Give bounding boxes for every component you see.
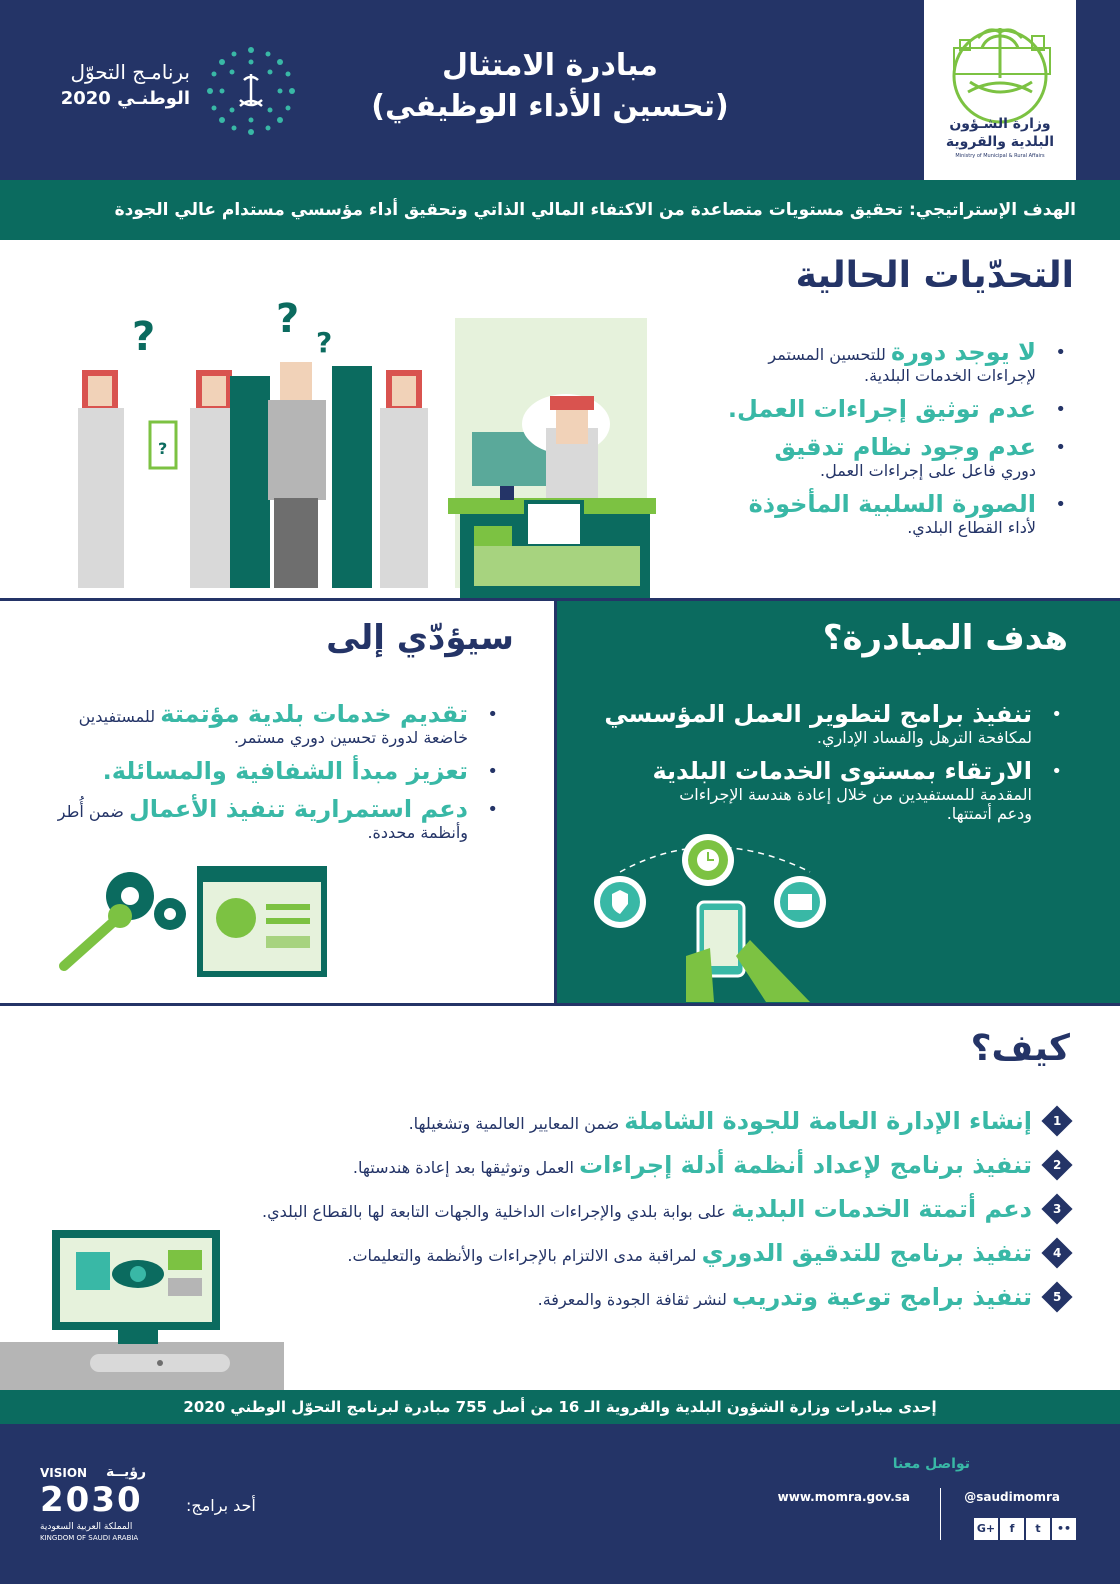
challenge-item	[656, 490, 1076, 537]
tools-illustration	[50, 866, 340, 986]
challenge-line2: دوري فاعل على إجراءات العمل.	[820, 461, 1036, 480]
facebook-icon[interactable]: f	[1000, 1518, 1024, 1540]
person-3-figure	[268, 362, 326, 588]
challenge-item	[656, 395, 1076, 423]
leads-item	[48, 700, 508, 747]
challenge-highlight: الصورة السلبية المأخوذة	[748, 490, 1036, 518]
twitter-icon[interactable]: t	[1026, 1518, 1050, 1540]
strategic-goal-bar: الهدف الإستراتيجي: تحقيق مستويات متصاعدة من الاكتفاء المالي الذاتي وتحقيق أداء مؤسسي مستدام عالي الجودة	[0, 180, 1120, 240]
goal-item	[602, 700, 1072, 747]
step-number-badge: 3	[1041, 1193, 1072, 1224]
how-step	[68, 1148, 1068, 1192]
initiative-goal-list	[602, 700, 1072, 833]
goal-item	[602, 757, 1072, 823]
card-icon	[788, 894, 812, 910]
leads-to-list	[48, 700, 508, 852]
challenge-item	[656, 338, 1076, 385]
ntp-logo-line2: الوطنـي 2020	[60, 88, 190, 109]
step-text: العمل وتوثيقها بعد إعادة هندستها.	[352, 1158, 574, 1177]
vision-2030-logo	[40, 1466, 160, 1550]
question-mark-icon: ?	[276, 296, 300, 342]
social-handle[interactable]: @saudimomra	[964, 1490, 1060, 1504]
step-text: لمراقبة مدى الالتزام بالإجراءات والأنظمة والتعليمات.	[347, 1246, 697, 1265]
question-mark-icon: ?	[158, 439, 168, 458]
how-title: كيف؟	[970, 1028, 1070, 1069]
leads-highlight: تقديم خدمات بلدية مؤتمتة	[160, 700, 468, 728]
services-illustration	[590, 832, 850, 1002]
title-line1: مبادرة الامتثال	[442, 48, 658, 83]
challenges-illustration	[60, 280, 660, 598]
social-icons	[974, 1518, 1076, 1540]
ministry-name-line2: البلدية والقروية	[945, 134, 1055, 150]
leads-to-title: سيؤدّي إلى	[326, 618, 514, 658]
leads-item	[48, 795, 508, 842]
vision-kingdom-ar: المملكة العربية السعودية	[40, 1522, 133, 1532]
footer	[0, 1424, 1120, 1584]
challenge-highlight: لا يوجد دورة	[890, 338, 1036, 366]
goal-highlight: الارتقاء بمستوى الخدمات البلدية	[652, 757, 1032, 785]
contact-label: تواصل معنا	[892, 1456, 970, 1472]
question-mark-icon: ?	[316, 326, 333, 359]
step-number-badge: 1	[1041, 1105, 1072, 1136]
vision-kingdom-en: KINGDOM OF SAUDI ARABIA	[40, 1534, 139, 1542]
vision-word-ar: رؤيــة	[106, 1464, 147, 1480]
step-highlight: تنفيذ برنامج لإعداد أنظمة أدلة إجراءات	[579, 1151, 1032, 1179]
one-of-programs-label: أحد برامج:	[186, 1496, 256, 1515]
ntp-star-icon	[204, 44, 298, 138]
challenge-highlight: عدم وجود نظام تدقيق	[774, 433, 1036, 461]
ministry-name-line1: وزارة الشـؤون	[949, 116, 1051, 132]
leads-line2: وأنظمة محددة.	[367, 823, 468, 842]
step-highlight: إنشاء الإدارة العامة للجودة الشاملة	[624, 1107, 1032, 1135]
question-mark-icon: ?	[132, 314, 156, 360]
google-plus-icon[interactable]: G+	[974, 1518, 998, 1540]
flickr-icon[interactable]: ••	[1052, 1518, 1076, 1540]
step-text: على بوابة بلدي والإجراءات الداخلية والجهات التابعة لها بالقطاع البلدي.	[262, 1202, 726, 1221]
initiative-info-bar: إحدى مبادرات وزارة الشؤون البلدية والقروية الـ 16 من أصل 755 مبادرة لبرنامج التحوّل الوطني 2020	[0, 1390, 1120, 1424]
challenges-title: التحدّيات الحالية	[795, 255, 1074, 296]
goal-line2: لمكافحة الترهل والفساد الإداري.	[816, 728, 1032, 747]
page-title	[330, 48, 770, 124]
step-text: ضمن المعايير العالمية وتشغيلها.	[408, 1114, 620, 1133]
goal-line2: المقدمة للمستفيدين من خلال إعادة هندسة الإجراءات	[679, 785, 1032, 804]
challenge-highlight: عدم توثيق إجراءات العمل.	[727, 395, 1036, 423]
website-link[interactable]: www.momra.gov.sa	[777, 1490, 910, 1504]
initiative-goal-title: هدف المبادرة؟	[822, 618, 1068, 658]
how-step	[68, 1104, 1068, 1148]
challenges-list	[656, 338, 1076, 547]
leads-text: ضمن أُطر	[57, 802, 124, 821]
challenge-line2: لأداء القطاع البلدي.	[907, 518, 1036, 537]
goal-highlight: تنفيذ برامج لتطوير العمل المؤسسي	[604, 700, 1032, 728]
step-highlight: تنفيذ برامج توعية وتدريب	[732, 1283, 1032, 1311]
leads-item	[48, 757, 508, 785]
ministry-emblem-icon	[924, 0, 1076, 180]
step-text: لنشر ثقافة الجودة والمعرفة.	[537, 1290, 727, 1309]
step-highlight: تنفيذ برنامج للتدقيق الدوري	[701, 1239, 1032, 1267]
step-number-badge: 2	[1041, 1149, 1072, 1180]
step-highlight: دعم أتمتة الخدمات البلدية	[731, 1195, 1032, 1223]
challenge-line2: لإجراءات الخدمات البلدية.	[863, 366, 1036, 385]
goal-line3: ودعم أتمتتها.	[946, 804, 1032, 823]
title-line2: (تحسين الأداء الوظيفي)	[371, 89, 729, 124]
step-number-badge: 4	[1041, 1237, 1072, 1268]
leads-text: للمستفيدين	[78, 707, 156, 726]
ministry-logo	[924, 0, 1076, 180]
ntp-2020-logo	[40, 44, 310, 134]
vision-year: 2030	[40, 1480, 143, 1520]
ntp-logo-line1: برنامـج التحوّل	[70, 60, 190, 84]
challenge-text: للتحسين المستمر	[768, 345, 886, 364]
ministry-name-en: Ministry of Municipal & Rural Affairs	[955, 153, 1045, 159]
person-1-figure	[78, 370, 176, 588]
leads-line2: خاضعة لدورة تحسين دوري مستمر.	[233, 728, 468, 747]
contact-divider	[940, 1488, 941, 1540]
monitor-illustration	[0, 1226, 290, 1390]
person-4-figure	[380, 370, 428, 588]
challenge-item	[656, 433, 1076, 480]
leads-highlight: تعزيز مبدأ الشفافية والمسائلة.	[102, 757, 468, 785]
vision-word-en: VISION	[40, 1466, 88, 1480]
step-number-badge: 5	[1041, 1281, 1072, 1312]
leads-highlight: دعم استمرارية تنفيذ الأعمال	[128, 795, 468, 823]
